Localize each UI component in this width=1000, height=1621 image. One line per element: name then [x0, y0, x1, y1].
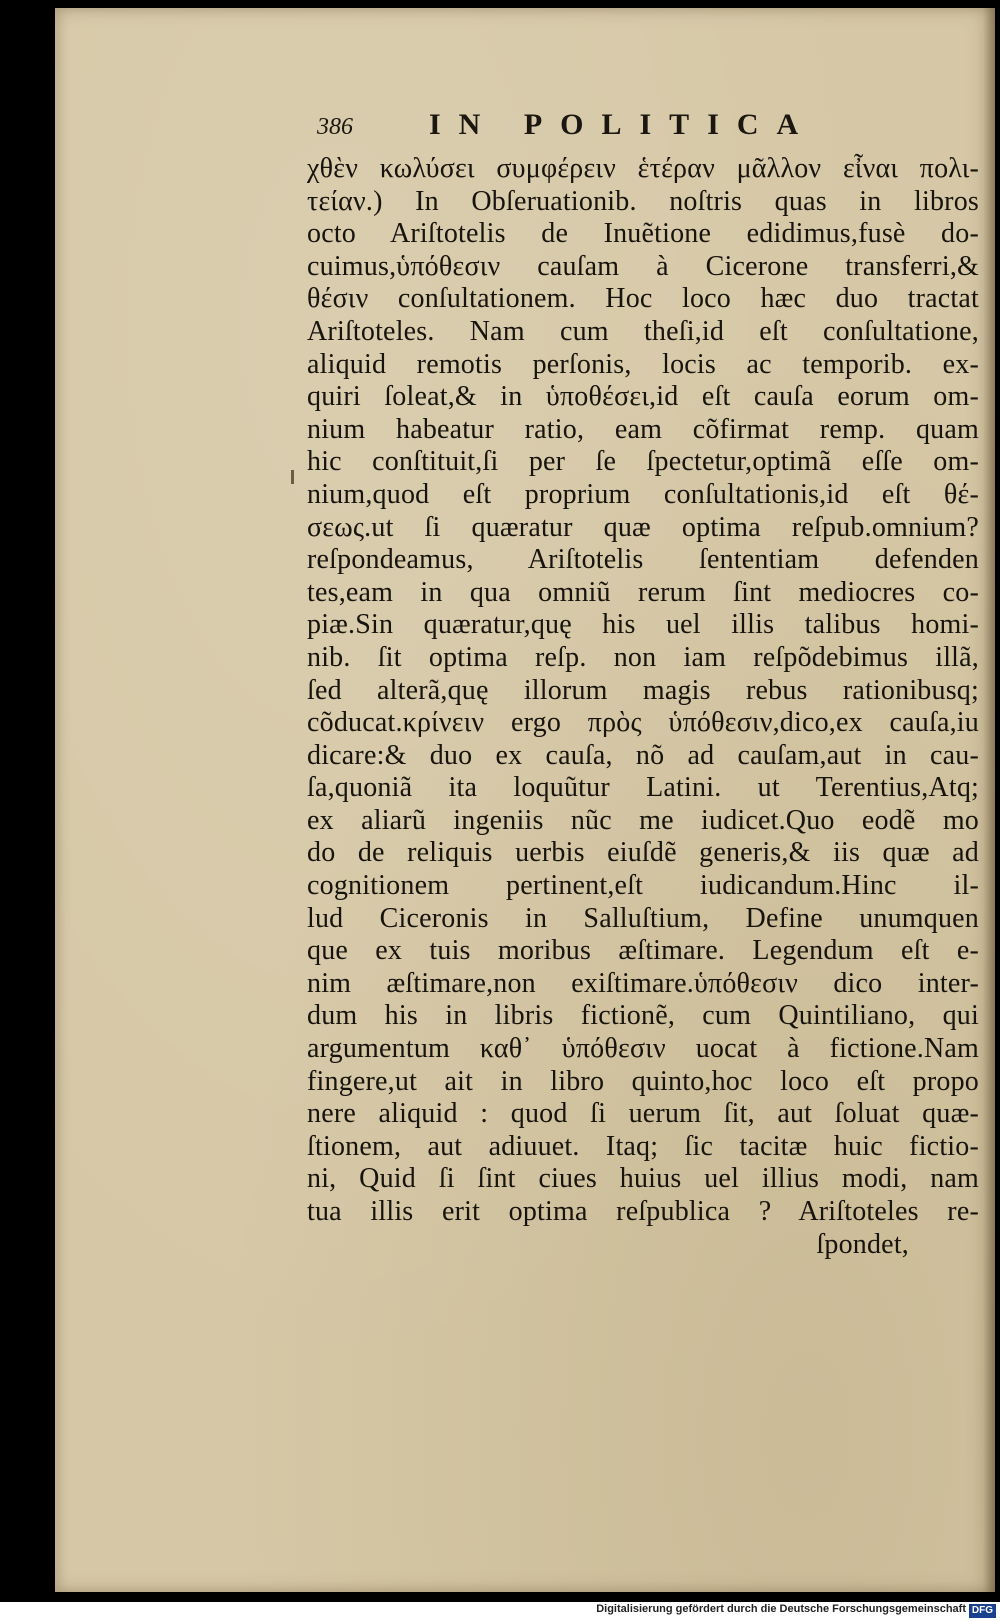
text-line: τείαν.) In Obſeruationib. noſtris quas in libros	[307, 185, 979, 217]
text-line: ex aliarũ ingeniis nũc me iudicet.Quo eodẽ mo	[307, 804, 979, 836]
text-line: dicare:& duo ex cauſa, nõ ad cauſam,aut in cau-	[307, 739, 979, 771]
text-line: dum his in libris fictionẽ, cum Quintiliano, qui	[307, 1000, 979, 1032]
catchword: ſpondet,	[816, 1228, 909, 1260]
text-line: piæ.Sin quæratur,quę his uel illis talibus homi-	[307, 609, 979, 641]
text-line: cõducat.κρίνειν ergo πρὸς ὑπόθεσιν,dico,ex cauſa,iu	[307, 707, 979, 739]
text-line: ni, Quid ſi ſint ciues huius uel illius modi, nam	[307, 1163, 979, 1195]
text-line: χθὲν κωλύσει συμφέρειν ἑτέραν μᾶλλον εἶναι πολι-	[307, 153, 979, 184]
text-line: octo Ariſtotelis de Inuẽtione edidimus,fusè do-	[307, 218, 979, 250]
text-line: reſpondeamus, Ariſtotelis ſententiam defenden	[307, 544, 979, 576]
text-line: fingere,ut ait in libro quinto,hoc loco eſt propo	[307, 1065, 979, 1097]
funding-credit: Digitalisierung gefördert durch die Deutsche Forschungsgemeinschaft	[596, 1603, 966, 1615]
text-line: tua illis erit optima reſpublica ? Ariſtoteles re-	[307, 1196, 979, 1227]
text-line: ſtionem, aut adiuuet. Itaq; ſic tacitæ huic fictio-	[307, 1130, 979, 1162]
text-line: do de reliquis uerbis eiuſdẽ generis,& iis quæ ad	[307, 837, 979, 869]
text-line: quiri ſoleat,& in ὑποθέσει,id eſt cauſa eorum om-	[307, 381, 979, 413]
running-head	[317, 108, 877, 148]
header-title: IN POLITICA	[429, 108, 817, 141]
text-line: tes,eam in qua omniũ rerum ſint mediocres co-	[307, 576, 979, 608]
text-line: nium,quod eſt proprium conſultationis,id eſt θέ-	[307, 478, 979, 510]
text-line: hic conſtituit,ſi per ſe ſpectetur,optimã eſſe om-	[307, 446, 979, 478]
text-line: θέσιν conſultationem. Hoc loco hæc duo tractat	[307, 283, 979, 315]
text-line: nib. ſit optima reſp. non iam reſpõdebimus illã,	[307, 641, 979, 673]
text-line: nium habeatur ratio, eam cõfirmat remp. quam	[307, 413, 979, 445]
text-block	[307, 153, 979, 1261]
text-line: ſed alterã,quę illorum magis rebus rationibusq;	[307, 674, 979, 706]
text-line: Ariſtoteles. Nam cum theſi,id eſt conſultatione,	[307, 315, 979, 347]
dfg-logo: DFG	[969, 1604, 996, 1618]
text-line: argumentum καθ᾽ ὑπόθεσιν uocat à fictione.Nam	[307, 1033, 979, 1065]
page-number: 386	[317, 114, 353, 140]
book-page	[55, 8, 995, 1592]
margin-mark	[291, 470, 294, 484]
text-line: cognitionem pertinent,eſt iudicandum.Hinc il-	[307, 870, 979, 902]
text-line: nim æſtimare,non exiſtimare.ὑπόθεσιν dico inter-	[307, 967, 979, 999]
text-line: que ex tuis moribus æſtimare. Legendum eſt e-	[307, 935, 979, 967]
text-line: ſa,quoniã ita loquũtur Latini. ut Terentius,Atq;	[307, 772, 979, 804]
text-line: σεως.ut ſi quæratur quæ optima reſpub.omnium?	[307, 511, 979, 543]
footer-bar	[0, 1602, 1000, 1621]
text-line: aliquid remotis perſonis, locis ac temporib. ex-	[307, 348, 979, 380]
page-edge-shadow	[983, 8, 995, 1592]
text-line: cuimus,ὑπόθεσιν cauſam à Cicerone transferri,&	[307, 250, 979, 282]
text-line: nere aliquid : quod ſi uerum ſit, aut ſoluat quæ-	[307, 1098, 979, 1130]
text-line: lud Ciceronis in Salluſtium, Define unumquen	[307, 902, 979, 934]
